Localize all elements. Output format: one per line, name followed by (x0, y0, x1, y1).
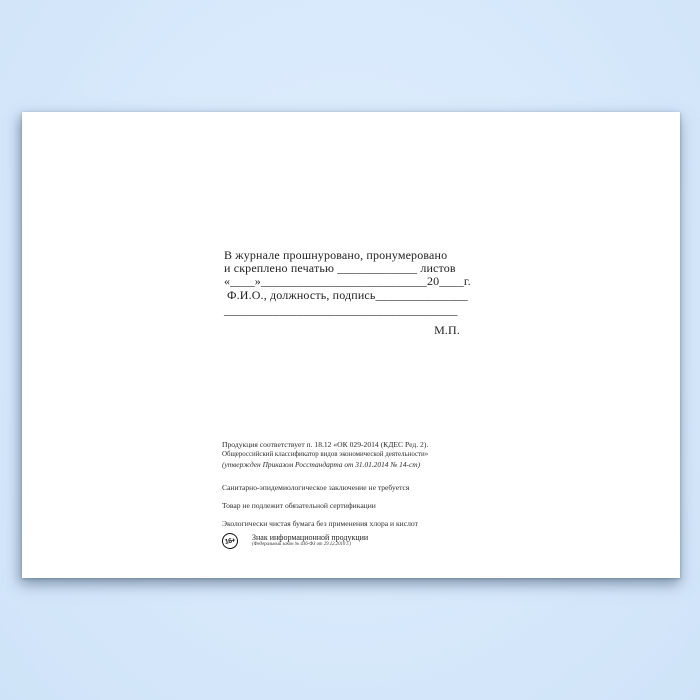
date-blank-line: «____»___________________________20____г. (224, 274, 471, 289)
age-16plus-icon: 16+ (221, 531, 240, 550)
federal-law-reference: (Федеральный закон № 436-ФЗ от 29.12.2010 г.) (252, 542, 352, 547)
sanitary-note: Санитарно-эпидемиологическое заключение не требуется (222, 482, 410, 492)
classifier-line: Общероссийский классификатор видов экономической деятельности» (222, 451, 429, 458)
seal-placeholder: М.П. (434, 323, 460, 338)
blank-underscore-line: ______________________________________ (224, 302, 458, 317)
age-rating-text (252, 533, 368, 549)
information-product-mark-title: Знак информационной продукции (252, 532, 369, 542)
ecology-note: Экологически чистая бумага без применения хлора и кислот (222, 518, 418, 528)
lacing-line: и скреплено печатью _____________ листов (224, 261, 456, 276)
standard-approval-line: (утвержден Приказом Росстандарта от 31.01.2014 № 14-ст) (222, 459, 421, 469)
product-standard-line: Продукция соответствует п. 18.12 «ОК 029-2014 (КДЕС Ред. 2). (222, 440, 429, 449)
compliance-info-block (222, 439, 428, 549)
lacing-certification-block (224, 248, 471, 338)
lacing-line: В журнале прошнуровано, пронумеровано (224, 248, 448, 262)
age-rating-row (222, 533, 428, 549)
certification-note: Товар не подлежит обязательной сертификации (222, 500, 376, 510)
name-position-signature-line: Ф.И.О., должность, подпись_______________ (227, 287, 468, 302)
journal-back-page (22, 112, 680, 578)
